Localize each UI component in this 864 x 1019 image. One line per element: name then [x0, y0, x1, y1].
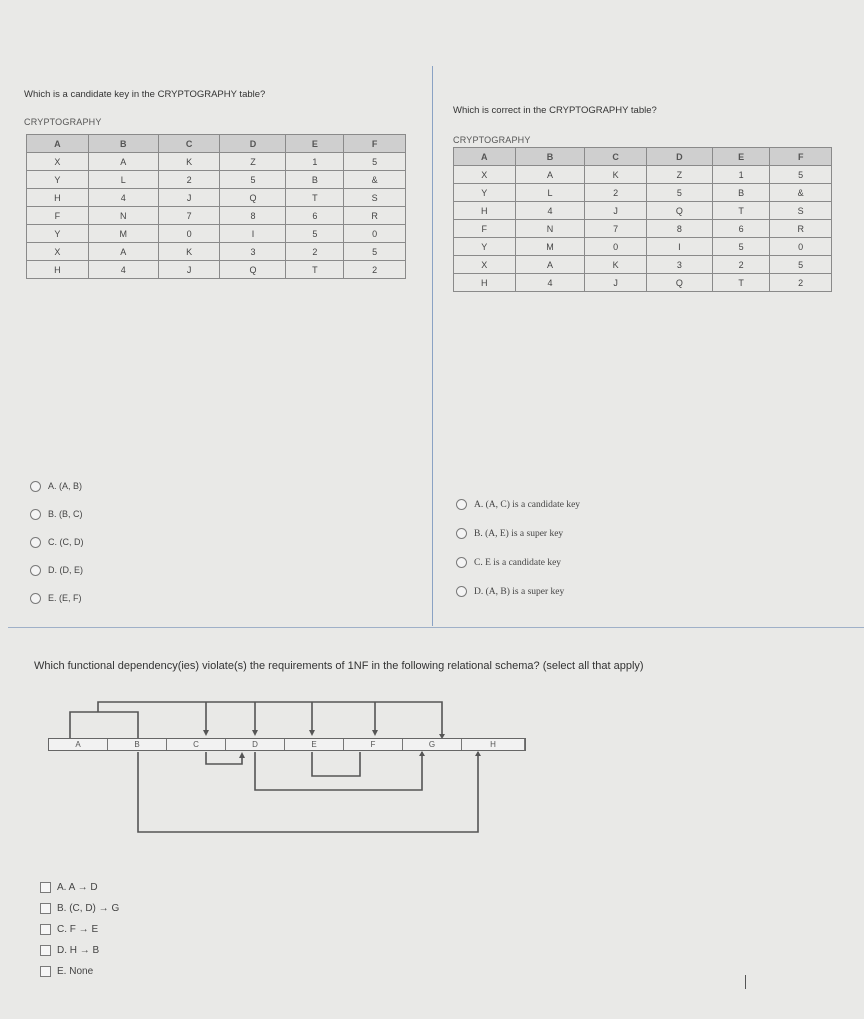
table-row — [27, 243, 406, 261]
table-cell: X — [454, 166, 516, 184]
table-cell: 4 — [515, 274, 585, 292]
table-row — [27, 153, 406, 171]
table-cell: F — [27, 207, 89, 225]
radio-button-icon[interactable] — [30, 481, 41, 492]
table-cell: T — [712, 274, 770, 292]
table-cell: L — [515, 184, 585, 202]
horizontal-divider — [8, 627, 864, 628]
schema-attribute-e: E — [285, 739, 344, 750]
right-cryptography-table — [453, 147, 832, 292]
option-label: B. (C, D) → G — [57, 903, 120, 914]
option-label: C. E is a candidate key — [474, 557, 562, 568]
table-cell: 2 — [286, 243, 344, 261]
table-cell: Z — [646, 166, 712, 184]
option-label: E. None — [57, 966, 94, 977]
table-cell: 0 — [585, 238, 647, 256]
table-cell: 2 — [585, 184, 647, 202]
table-cell: L — [88, 171, 158, 189]
table-cell: 0 — [770, 238, 832, 256]
schema-attribute-a: A — [49, 739, 108, 750]
schema-attribute-g: G — [403, 739, 462, 750]
table-cell: & — [344, 171, 406, 189]
table-cell: 2 — [158, 171, 220, 189]
radio-option-b[interactable] — [30, 500, 84, 528]
table-cell: Y — [454, 238, 516, 256]
radio-option-a[interactable] — [456, 490, 580, 519]
table-cell: 5 — [220, 171, 286, 189]
table-cell: R — [770, 220, 832, 238]
column-header-f: F — [770, 148, 832, 166]
table-cell: 0 — [344, 225, 406, 243]
cursor-mark — [745, 975, 746, 989]
column-header-c: C — [585, 148, 647, 166]
column-header-d: D — [646, 148, 712, 166]
table-cell: K — [158, 153, 220, 171]
table-row — [454, 274, 832, 292]
table-cell: B — [712, 184, 770, 202]
table-cell: 3 — [646, 256, 712, 274]
right-options — [456, 490, 580, 606]
column-header-e: E — [712, 148, 770, 166]
table-cell: H — [454, 202, 516, 220]
radio-button-icon[interactable] — [30, 509, 41, 520]
table-row — [454, 256, 832, 274]
checkbox-icon[interactable] — [40, 924, 51, 935]
table-cell: 5 — [286, 225, 344, 243]
radio-option-c[interactable] — [30, 528, 84, 556]
dependency-diagram — [40, 700, 540, 840]
table-cell: Q — [220, 189, 286, 207]
table-cell: A — [88, 153, 158, 171]
table-cell: N — [515, 220, 585, 238]
radio-option-a[interactable] — [30, 472, 84, 500]
table-cell: B — [286, 171, 344, 189]
table-cell: 8 — [220, 207, 286, 225]
table-cell: N — [88, 207, 158, 225]
table-cell: J — [585, 274, 647, 292]
table-cell: 6 — [712, 220, 770, 238]
radio-button-icon[interactable] — [456, 586, 467, 597]
table-cell: 0 — [158, 225, 220, 243]
table-cell: X — [454, 256, 516, 274]
column-header-e: E — [286, 135, 344, 153]
table-cell: M — [515, 238, 585, 256]
table-cell: 1 — [712, 166, 770, 184]
checkbox-icon[interactable] — [40, 903, 51, 914]
schema-attribute-b: B — [108, 739, 167, 750]
table-cell: 8 — [646, 220, 712, 238]
radio-option-b[interactable] — [456, 519, 580, 548]
radio-option-d[interactable] — [456, 577, 580, 606]
checkbox-option-c[interactable] — [40, 919, 119, 940]
table-cell: 1 — [286, 153, 344, 171]
table-cell: Q — [646, 274, 712, 292]
radio-button-icon[interactable] — [30, 593, 41, 604]
column-header-a: A — [27, 135, 89, 153]
table-cell: X — [27, 243, 89, 261]
option-label: C. F → E — [57, 924, 99, 935]
table-cell: 4 — [88, 189, 158, 207]
table-cell: 3 — [220, 243, 286, 261]
table-cell: & — [770, 184, 832, 202]
option-label: D. (D, E) — [48, 565, 83, 575]
table-cell: H — [27, 261, 89, 279]
table-cell: I — [646, 238, 712, 256]
table-cell: K — [158, 243, 220, 261]
table-cell: 5 — [712, 238, 770, 256]
table-cell: 5 — [770, 166, 832, 184]
schema-attribute-d: D — [226, 739, 285, 750]
right-question-prompt: Which is correct in the CRYPTOGRAPHY table? — [453, 105, 657, 116]
table-cell: J — [158, 189, 220, 207]
table-cell: Q — [646, 202, 712, 220]
table-cell: 5 — [344, 153, 406, 171]
table-cell: Y — [454, 184, 516, 202]
table-cell: K — [585, 256, 647, 274]
table-cell: 6 — [286, 207, 344, 225]
checkbox-icon[interactable] — [40, 945, 51, 956]
left-cryptography-table — [26, 134, 406, 279]
option-label: D. (A, B) is a super key — [474, 586, 565, 597]
column-header-f: F — [344, 135, 406, 153]
table-row — [27, 189, 406, 207]
radio-button-icon[interactable] — [456, 528, 467, 539]
option-label: E. (E, F) — [48, 593, 82, 603]
radio-option-e[interactable] — [30, 584, 84, 612]
table-cell: 5 — [770, 256, 832, 274]
table-cell: A — [88, 243, 158, 261]
table-cell: 2 — [770, 274, 832, 292]
table-row — [27, 207, 406, 225]
table-cell: 5 — [646, 184, 712, 202]
radio-button-icon[interactable] — [30, 565, 41, 576]
option-label: D. H → B — [57, 945, 100, 956]
table-cell: 7 — [158, 207, 220, 225]
checkbox-icon[interactable] — [40, 966, 51, 977]
schema-attribute-row — [48, 738, 526, 751]
table-cell: 2 — [344, 261, 406, 279]
radio-option-c[interactable] — [456, 548, 580, 577]
radio-option-d[interactable] — [30, 556, 84, 584]
column-header-d: D — [220, 135, 286, 153]
table-cell: T — [286, 261, 344, 279]
column-header-c: C — [158, 135, 220, 153]
table-cell: 7 — [585, 220, 647, 238]
table-row — [27, 261, 406, 279]
option-label: B. (A, E) is a super key — [474, 528, 564, 539]
bottom-question-prompt: Which functional dependency(ies) violate(s) the requirements of 1NF in the following relational schema? (select all that apply) — [34, 660, 644, 672]
option-label: A. (A, B) — [48, 481, 83, 491]
table-cell: R — [344, 207, 406, 225]
table-cell: 2 — [712, 256, 770, 274]
schema-attribute-h: H — [462, 739, 525, 750]
right-table-caption: CRYPTOGRAPHY — [453, 135, 531, 145]
table-cell: F — [454, 220, 516, 238]
table-cell: A — [515, 166, 585, 184]
left-options — [30, 472, 84, 612]
radio-button-icon[interactable] — [456, 557, 467, 568]
radio-button-icon[interactable] — [456, 499, 467, 510]
table-cell: M — [88, 225, 158, 243]
table-cell: Y — [27, 225, 89, 243]
table-row — [27, 225, 406, 243]
option-label: A. A → D — [57, 882, 98, 893]
radio-button-icon[interactable] — [30, 537, 41, 548]
table-cell: J — [585, 202, 647, 220]
table-cell: X — [27, 153, 89, 171]
table-cell: Y — [27, 171, 89, 189]
left-table-caption: CRYPTOGRAPHY — [24, 117, 102, 127]
table-cell: S — [770, 202, 832, 220]
checkbox-option-a[interactable] — [40, 877, 119, 898]
table-row — [454, 202, 832, 220]
bottom-options — [40, 877, 119, 982]
table-cell: A — [515, 256, 585, 274]
option-label: A. (A, C) is a candidate key — [474, 499, 581, 510]
checkbox-option-e[interactable] — [40, 961, 119, 982]
option-label: C. (C, D) — [48, 537, 84, 547]
vertical-divider — [432, 66, 433, 626]
checkbox-option-d[interactable] — [40, 940, 119, 961]
table-cell: S — [344, 189, 406, 207]
table-row — [27, 171, 406, 189]
option-label: B. (B, C) — [48, 509, 83, 519]
table-cell: I — [220, 225, 286, 243]
schema-attribute-f: F — [344, 739, 403, 750]
table-cell: H — [454, 274, 516, 292]
table-cell: K — [585, 166, 647, 184]
column-header-b: B — [515, 148, 585, 166]
table-cell: 4 — [515, 202, 585, 220]
table-row — [454, 220, 832, 238]
table-cell: Z — [220, 153, 286, 171]
column-header-b: B — [88, 135, 158, 153]
checkbox-option-b[interactable] — [40, 898, 119, 919]
table-cell: 5 — [344, 243, 406, 261]
table-row — [454, 184, 832, 202]
schema-attribute-c: C — [167, 739, 226, 750]
left-question-prompt: Which is a candidate key in the CRYPTOGRAPHY table? — [24, 89, 266, 100]
table-cell: 4 — [88, 261, 158, 279]
column-header-a: A — [454, 148, 516, 166]
table-cell: Q — [220, 261, 286, 279]
table-cell: H — [27, 189, 89, 207]
table-row — [454, 238, 832, 256]
table-cell: T — [712, 202, 770, 220]
table-row — [454, 166, 832, 184]
table-cell: T — [286, 189, 344, 207]
table-cell: J — [158, 261, 220, 279]
checkbox-icon[interactable] — [40, 882, 51, 893]
